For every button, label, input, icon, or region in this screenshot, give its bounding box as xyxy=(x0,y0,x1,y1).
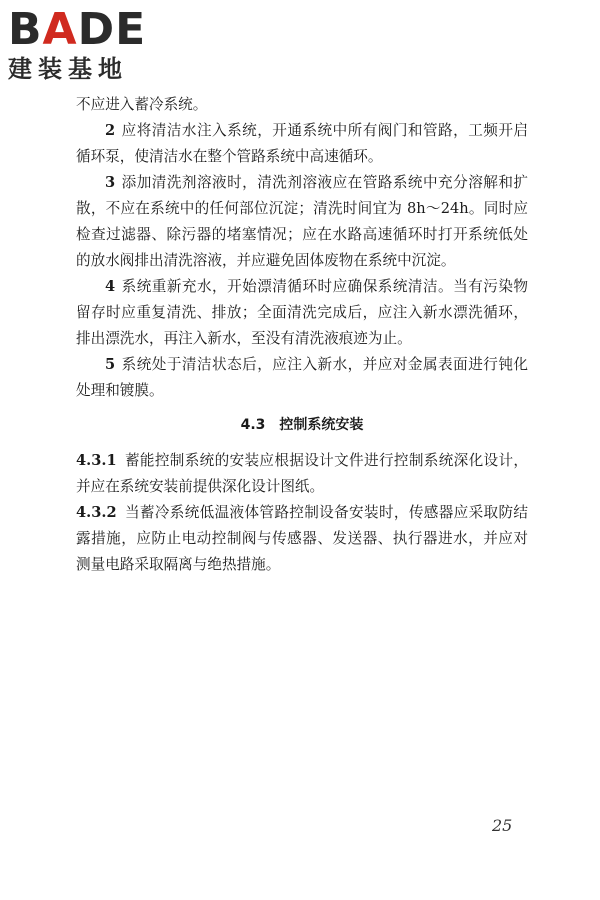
section-number: 4.3 xyxy=(240,417,266,433)
clause-4-3-1 xyxy=(76,448,528,500)
clause-number: 4.3.2 xyxy=(76,504,117,521)
brand-logo-text: BADE xyxy=(8,4,147,55)
item-text: 应将清洁水注入系统，开通系统中所有阀门和管路，工频开启循环泵，使清洁水在整个管路系统中高速循环。 xyxy=(76,122,528,165)
list-item-5 xyxy=(76,352,528,404)
section-title: 控制系统安装 xyxy=(279,417,364,433)
paragraph-continued: 不应进入蓄冷系统。 xyxy=(76,96,208,113)
item-text: 添加清洗剂溶液时，清洗剂溶液应在管路系统中充分溶解和扩散，不应在系统中的任何部位沉淀；清洗时间宜为 8h～24h。同时应检查过滤器、除污器的堵塞情况；应在水路高速循环时打开系统低处的放水阀排出清洗溶液，并应避免固体废物在系统中沉淀。 xyxy=(76,174,528,269)
brand-logo-subtitle: 建装基地 xyxy=(8,55,128,83)
clause-text: 蓄能控制系统的安装应根据设计文件进行控制系统深化设计，并应在系统安装前提供深化设计图纸。 xyxy=(76,452,528,495)
section-heading xyxy=(76,412,528,438)
clause-text: 当蓄冷系统低温液体管路控制设备安装时，传感器应采取防结露措施，应防止电动控制阀与传感器、发送器、执行器进水，并应对测量电路采取隔离与绝热措施。 xyxy=(76,504,528,573)
item-number: 2 xyxy=(105,122,116,139)
item-text: 系统处于清洁状态后，应注入新水，并应对金属表面进行钝化处理和镀膜。 xyxy=(76,356,528,399)
item-number: 5 xyxy=(105,356,116,373)
item-number: 4 xyxy=(105,278,116,295)
page-number: 25 xyxy=(492,816,513,835)
document-body xyxy=(76,92,528,578)
clause-4-3-2 xyxy=(76,500,528,578)
clause-number: 4.3.1 xyxy=(76,452,117,469)
list-item-2 xyxy=(76,118,528,170)
item-text: 系统重新充水，开始漂清循环时应确保系统清洁。当有污染物留存时应重复清洗、排放；全面清洗完成后，应注入新水漂洗循环，排出漂洗水，再注入新水，至没有清洗液痕迹为止。 xyxy=(76,278,528,347)
list-item-3 xyxy=(76,170,528,274)
brand-logo xyxy=(8,6,178,84)
item-number: 3 xyxy=(105,174,116,191)
list-item-4 xyxy=(76,274,528,352)
